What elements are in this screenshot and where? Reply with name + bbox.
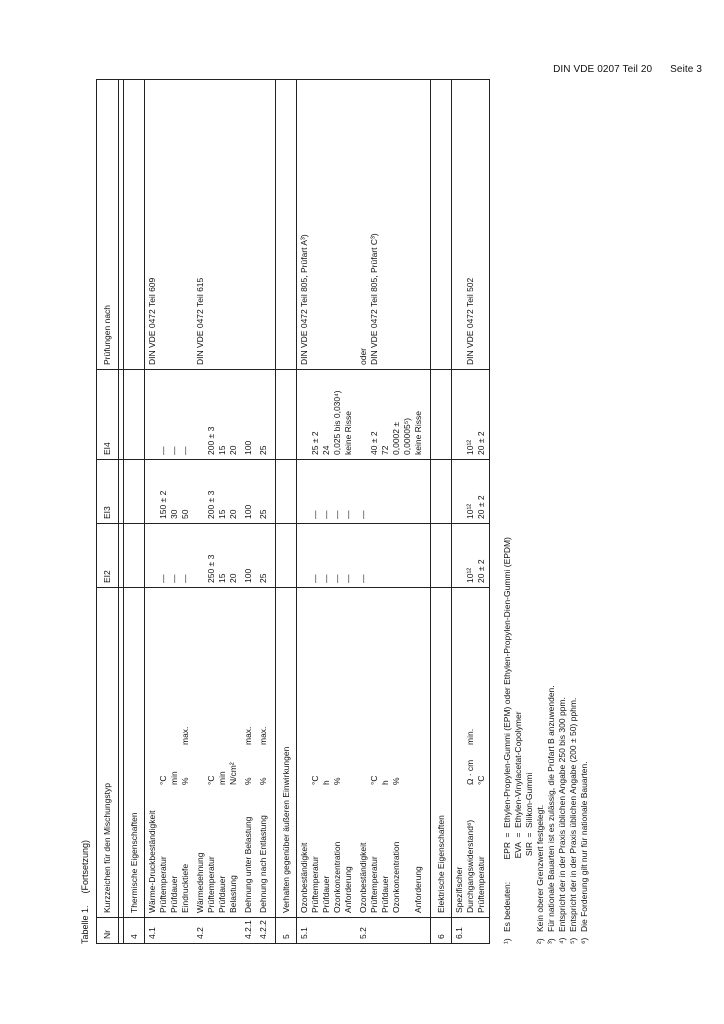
cell-ei2: 100 bbox=[241, 524, 256, 588]
row-number: 4.2.1 bbox=[241, 918, 256, 944]
table-row bbox=[356, 80, 426, 944]
table-row bbox=[145, 80, 194, 944]
cell-ei2: — bbox=[356, 524, 426, 588]
row-number: 5.2 bbox=[356, 918, 426, 944]
cell-ei3: — — — — bbox=[297, 460, 357, 524]
table-caption bbox=[80, 828, 90, 944]
table-header-row bbox=[97, 80, 119, 944]
section-title: Elektrische Eigenschaften bbox=[431, 588, 452, 918]
cell-pruefung bbox=[241, 80, 256, 370]
section-title: Thermische Eigenschaften bbox=[124, 588, 145, 918]
footnote: ³) Für nationale Bauarten ist es zulässig, die Prüfart B anzuwenden. bbox=[546, 685, 556, 944]
section-title: Verhalten gegenüber äußeren Einwirkungen bbox=[276, 588, 297, 918]
section-electrical bbox=[431, 80, 452, 944]
header-ei2: EI2 bbox=[97, 524, 119, 588]
footnote-1: ¹) Es bedeuten: EPR = Ethylen-Propylen-Gummi (EPM) oder Ethylen-Propylen-Dien-Gummi (EPDM) bbox=[502, 537, 512, 944]
header-description: Kurzzeichen für den Mischungstyp bbox=[97, 588, 119, 918]
row-properties: Wärmedehnung Prüftemperatur °C Prüfdauer min Belastung N/cm² bbox=[193, 588, 241, 918]
table-row bbox=[452, 80, 490, 944]
table-caption-label: Tabelle 1. bbox=[80, 905, 90, 944]
table-caption-note: (Fortsetzung) bbox=[80, 839, 90, 894]
properties-table bbox=[96, 79, 490, 944]
table-row bbox=[241, 80, 256, 944]
table-row bbox=[193, 80, 241, 944]
cell-ei2: 25 bbox=[256, 524, 271, 588]
cell-ei4: 40 ± 2 72 0,0002 ± 0,00005⁵) keine Risse bbox=[356, 370, 426, 460]
document-number: DIN VDE 0207 Teil 20 bbox=[553, 64, 653, 75]
cell-pruefung: DIN VDE 0472 Teil 609 bbox=[145, 80, 194, 370]
section-external bbox=[276, 80, 297, 944]
cell-ei4: 100 bbox=[241, 370, 256, 460]
cell-pruefung: DIN VDE 0472 Teil 805, Prüfart A³) bbox=[297, 80, 357, 370]
cell-ei3: — bbox=[356, 460, 426, 524]
row-properties: Ozonbeständigkeit Prüftemperatur °C Prüfdauer h Ozonkonzentration % Anforderung bbox=[297, 588, 357, 918]
page-header bbox=[535, 64, 702, 75]
cell-ei4: 25 ± 2 24 0,025 bis 0,030⁴) keine Risse bbox=[297, 370, 357, 460]
rotated-table-page bbox=[80, 80, 684, 944]
header-ei4: EI4 bbox=[97, 370, 119, 460]
table-row bbox=[297, 80, 357, 944]
cell-pruefung: DIN VDE 0472 Teil 615 bbox=[193, 80, 241, 370]
cell-pruefung bbox=[256, 80, 271, 370]
cell-ei2: 10¹² 20 ± 2 bbox=[452, 524, 490, 588]
page-number: Seite 3 bbox=[670, 64, 702, 75]
section-thermal bbox=[124, 80, 145, 944]
cell-ei3: 10¹² 20 ± 2 bbox=[452, 460, 490, 524]
row-properties: Dehnung nach Entlastung % max. bbox=[256, 588, 271, 918]
row-number: 4.2 bbox=[193, 918, 241, 944]
row-number: 6.1 bbox=[452, 918, 490, 944]
row-properties: Dehnung unter Belastung % max. bbox=[241, 588, 256, 918]
footnotes bbox=[502, 80, 590, 944]
footnote-1-abbreviation: SIR = Silikon-Gummi bbox=[524, 772, 534, 857]
cell-pruefung: DIN VDE 0472 Teil 502 bbox=[452, 80, 490, 370]
cell-ei4: — — — bbox=[145, 370, 194, 460]
cell-pruefung: oder DIN VDE 0472 Teil 805, Prüfart C³) bbox=[356, 80, 426, 370]
section-number: 6 bbox=[431, 918, 452, 944]
footnote-1-abbreviation: EVA = Ethylen-Vinylacetat-Copolymer bbox=[513, 711, 523, 859]
cell-ei3: 100 bbox=[241, 460, 256, 524]
cell-ei2: 250 ± 3 15 20 bbox=[193, 524, 241, 588]
row-properties: Spezifischer Durchgangswiderstand⁶) Ω · cm min. Prüftemperatur °C bbox=[452, 588, 490, 918]
row-number: 4.2.2 bbox=[256, 918, 271, 944]
row-number: 5.1 bbox=[297, 918, 357, 944]
cell-ei3: 150 ± 2 30 50 bbox=[145, 460, 194, 524]
cell-ei4: 10¹² 20 ± 2 bbox=[452, 370, 490, 460]
footnote: ⁵) Entspricht der in der Praxis üblichen Angabe (200 ± 50) pphm. bbox=[568, 697, 578, 944]
table-row bbox=[256, 80, 271, 944]
footnote: ²) Kein oberer Grenzwert festgelegt. bbox=[535, 804, 545, 944]
footnote: ⁴) Entspricht der in der Praxis üblichen Angabe 250 bis 300 ppm. bbox=[557, 697, 567, 944]
row-properties: Wärme-Druckbeständigkeit Prüftemperatur °C Prüfdauer min Eindrucktiefe % max. bbox=[145, 588, 194, 918]
header-ei3: EI3 bbox=[97, 460, 119, 524]
row-properties: Ozonbeständigkeit Prüftemperatur °C Prüfdauer h Ozonkonzentration % Anforderung bbox=[356, 588, 426, 918]
cell-ei2: — — — — bbox=[297, 524, 357, 588]
row-number: 4.1 bbox=[145, 918, 194, 944]
header-pruefungen: Prüfungen nach bbox=[97, 80, 119, 370]
cell-ei4: 25 bbox=[256, 370, 271, 460]
header-nr: Nr bbox=[97, 918, 119, 944]
cell-ei2: — — — bbox=[145, 524, 194, 588]
footnote: ⁶) Die Forderung gilt nur für nationale Bauarten. bbox=[579, 761, 589, 944]
cell-ei3: 25 bbox=[256, 460, 271, 524]
section-number: 5 bbox=[276, 918, 297, 944]
cell-ei3: 200 ± 3 15 20 bbox=[193, 460, 241, 524]
cell-ei4: 200 ± 3 15 20 bbox=[193, 370, 241, 460]
section-number: 4 bbox=[124, 918, 145, 944]
